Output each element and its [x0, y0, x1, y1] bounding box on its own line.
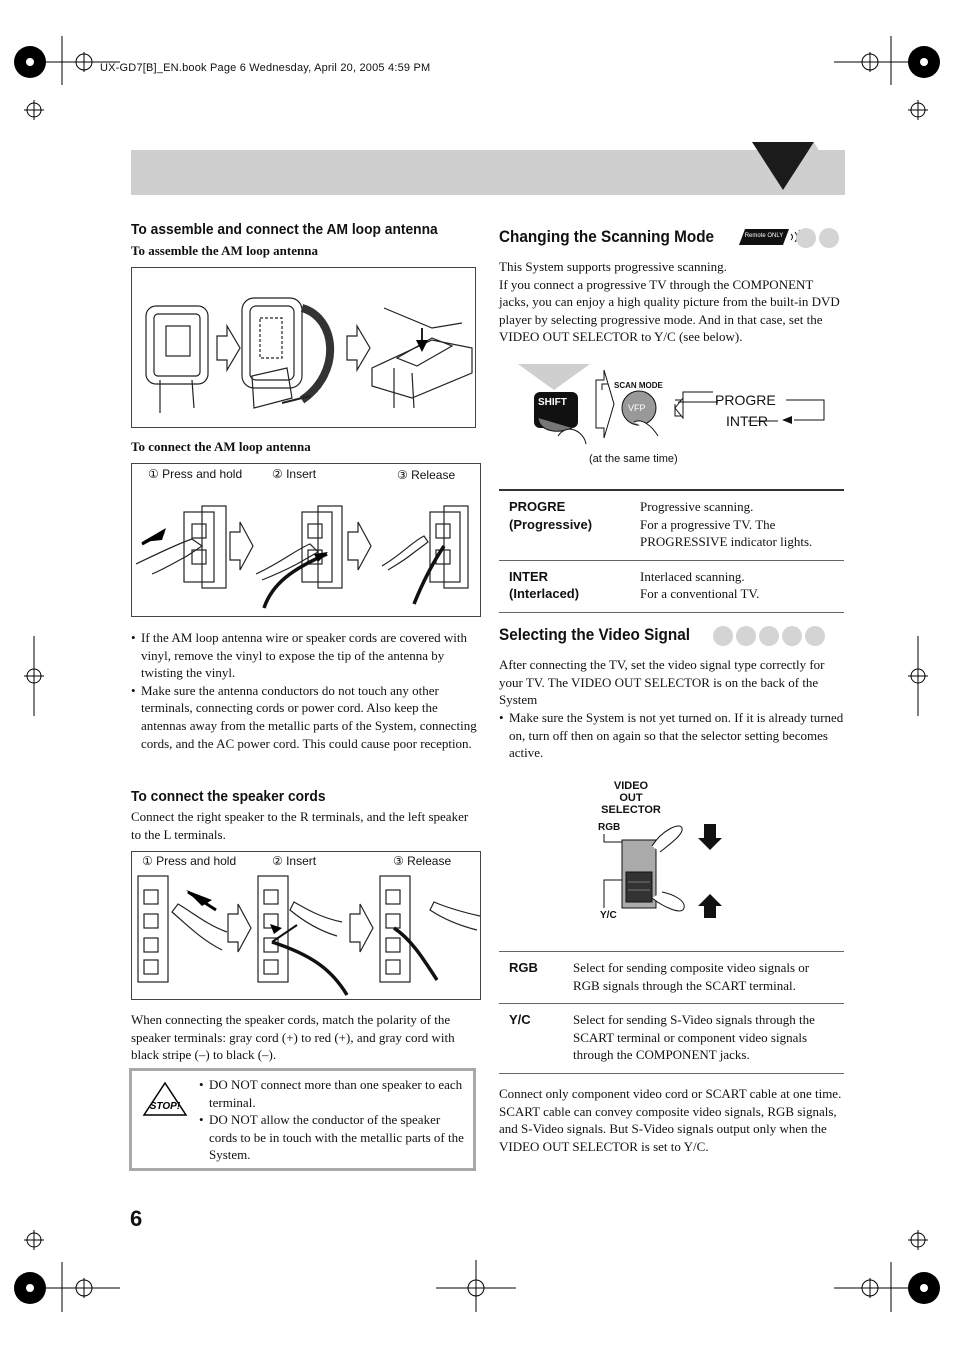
stop-icon-text: STOP!: [149, 1101, 181, 1112]
inter-row-label: INTER (Interlaced): [509, 568, 580, 602]
page-number: 6: [130, 1206, 143, 1231]
am-bullet-2: • Make sure the antenna conductors do not touch any other terminals, connecting cords or power cord. Also keep the antennas away from the metallic parts of the System, connecting cords, and the AC power cord. This could cause poor reception.: [131, 682, 477, 752]
video-signal-text: After connecting the TV, set the video signal type correctly for your TV. The VIDEO OUT SELECTOR is on the back of the System: [499, 657, 825, 708]
yc-row-desc: Select for sending S-Video signals through the SCART terminal or component video signals through the COMPONENT jacks.: [573, 1012, 815, 1063]
yc-selector-label: Y/C: [600, 910, 617, 921]
am-connect-subtitle: To connect the AM loop antenna: [131, 439, 311, 454]
speaker-connect-figure: [131, 851, 481, 1000]
video-signal-title: Selecting the Video Signal: [499, 625, 691, 644]
heading-dots: [713, 626, 825, 646]
am-antenna-title: To assemble and connect the AM loop antenna: [131, 221, 438, 238]
up-arrow-icon: [698, 894, 722, 918]
am-step-2: ② Insert: [272, 467, 317, 481]
yc-row-label: Y/C: [509, 1012, 531, 1028]
vfp-label: VFP: [628, 403, 646, 413]
scan-mode-text: This System supports progressive scanning. If you connect a progressive TV through the COMPONENT jacks, you can enjoy a high quality picture from the built-in DVD player by selecting progressive mode. And in that case, set the VIDEO OUT SELECTOR to Y/C (see below).: [499, 259, 840, 345]
speaker-cords-title: To connect the speaker cords: [131, 788, 326, 805]
header-arrow-icon: [752, 142, 847, 197]
am-connect-illustration: [132, 484, 480, 616]
scan-mode-table: [499, 489, 844, 613]
press-arrow-icon: [518, 364, 590, 390]
speaker-step-1: ① Press and hold: [142, 854, 237, 868]
scan-mode-title: Changing the Scanning Mode: [499, 227, 715, 246]
inter-label: INTER: [726, 413, 768, 429]
header-bar: [131, 150, 845, 195]
rgb-row-desc: Select for sending composite video signals or RGB signals through the SCART terminal.: [573, 960, 810, 993]
am-step-1: ① Press and hold: [148, 467, 243, 481]
am-assemble-subtitle: To assemble the AM loop antenna: [131, 243, 318, 258]
print-info: UX-GD7[B]_EN.book Page 6 Wednesday, April 20, 2005 4:59 PM: [100, 62, 431, 74]
speaker-step-2: ② Insert: [272, 854, 317, 868]
caution-bullet-1: • DO NOT connect more than one speaker to each terminal.: [199, 1076, 469, 1111]
same-time-label: (at the same time): [589, 453, 678, 465]
stop-icon: [142, 1081, 188, 1117]
speaker-step-3: ③ Release: [393, 854, 452, 868]
speaker-cords-text: Connect the right speaker to the R terminals, and the left speaker to the L terminals.: [131, 809, 469, 842]
speaker-connect-illustration: [132, 870, 480, 999]
am-assemble-illustration: [132, 268, 475, 427]
progre-label: PROGRE: [715, 392, 776, 408]
caution-bullet-2: • DO NOT allow the conductor of the speaker cords to be in touch with the metallic parts of the System.: [199, 1111, 469, 1164]
scan-mode-label: SCAN MODE: [614, 381, 663, 390]
selector-title: VIDEO OUT SELECTOR: [601, 780, 661, 816]
shift-label: SHIFT: [538, 397, 567, 408]
rgb-selector-label: RGB: [598, 822, 621, 833]
scan-mode-diagram: [518, 362, 838, 472]
inter-row-desc: Interlaced scanning. For a conventional TV.: [640, 568, 760, 602]
heading-dots: [796, 228, 839, 248]
rgb-row-label: RGB: [509, 960, 538, 975]
final-text: Connect only component video cord or SCART cable at one time. SCART cable can convey composite video signals, RGB signals, and S-Video signals. But S-Video signals output only when the VIDEO OUT SELECTOR is set to Y/C.: [499, 1086, 842, 1154]
caution-box: [129, 1068, 476, 1171]
progre-row-desc: Progressive scanning. For a progressive TV. The PROGRESSIVE indicator lights.: [640, 499, 813, 550]
video-bullet-1: • Make sure the System is not yet turned on. If it is already turned on, turn off then on again so that the selector setting becomes active.: [499, 709, 845, 762]
selector-knob: [626, 872, 652, 902]
scan-mode-heading: [499, 226, 844, 250]
am-step-3: ③ Release: [397, 468, 456, 482]
down-arrow-icon: [698, 824, 722, 850]
video-selector-diagram: [590, 778, 730, 928]
polarity-text: When connecting the speaker cords, match the polarity of the speaker terminals: gray cord (+) to red (+), and gray cord with black stripe (–) to black (–).: [131, 1012, 455, 1063]
video-table: [499, 951, 844, 1074]
video-signal-heading: [499, 624, 844, 648]
am-bullet-1: • If the AM loop antenna wire or speaker cords are covered with vinyl, remove the vinyl to expose the tip of the antenna by twisting the vinyl.: [131, 629, 477, 682]
video-bullets: [499, 709, 845, 762]
am-bullets: [131, 629, 477, 752]
am-assemble-figure: [131, 267, 476, 428]
am-connect-figure: [131, 463, 481, 617]
progre-row-label: PROGRE (Progressive): [509, 499, 593, 532]
remote-only-text: Remote ONLY: [744, 233, 784, 239]
caution-bullets: [199, 1076, 469, 1164]
